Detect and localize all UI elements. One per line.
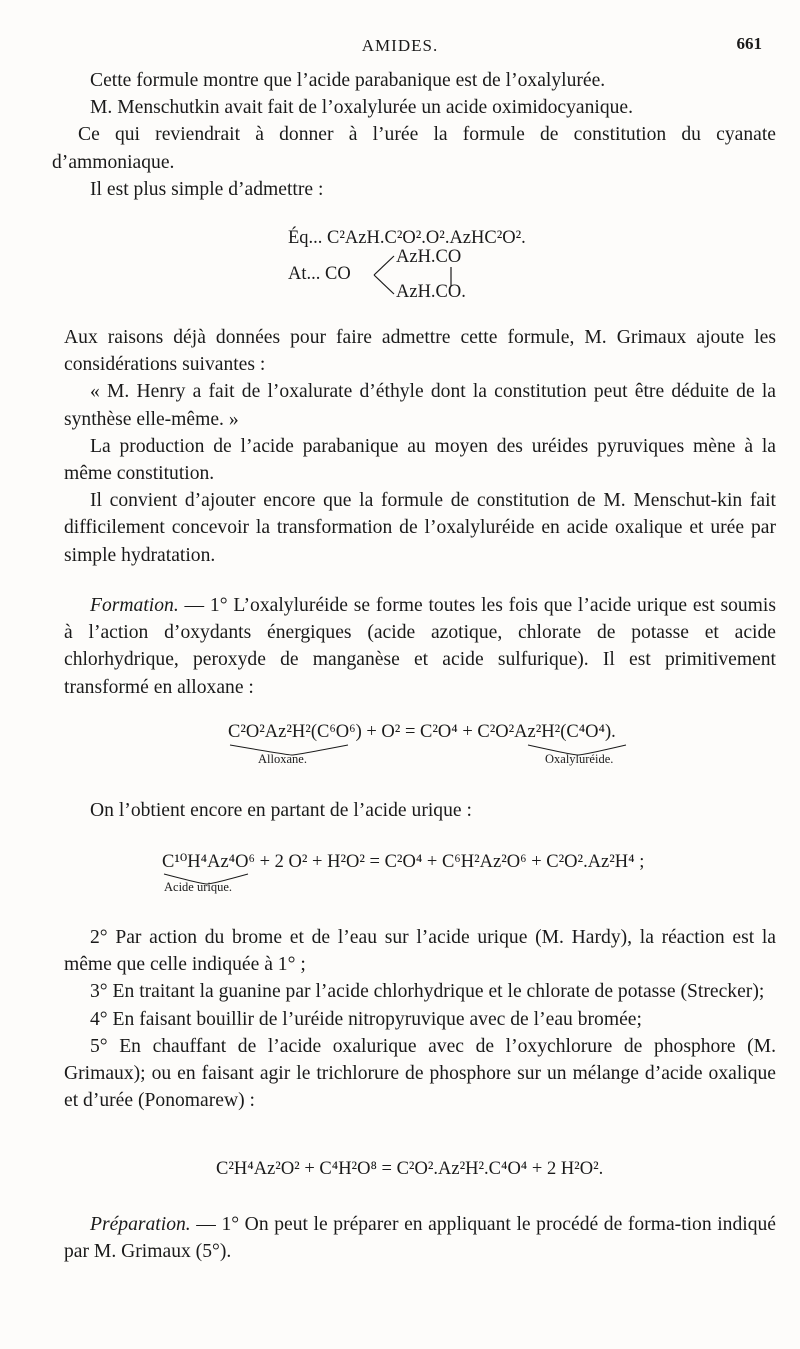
body-text-block-1 (52, 67, 776, 203)
label-oxalylureide: Oxalyluréide. (545, 752, 614, 766)
formation-text: — 1° L’oxalyluréide se forme toutes les fois que l’acide urique est soumis à l’action d’oxydants énergiques (acide azotique, chlorate de potasse et acide chlorhydrique, peroxyde de manganèse et acide sulfurique). Il est primitivement transformé en alloxane : (64, 595, 776, 698)
paragraph: Aux raisons déjà données pour faire admettre cette formule, M. Grimaux ajoute les considérations suivantes : (64, 327, 776, 376)
paragraph (64, 592, 776, 701)
numbered-items (64, 924, 776, 1114)
paragraph (64, 1211, 776, 1265)
preparation-heading: Préparation. (90, 1214, 191, 1235)
paragraph: La production de l’acide parabanique au moyen des uréides pyruviques mène à la même constitution. (64, 435, 776, 485)
preparation-text: — 1° On peut le préparer en appliquant le procédé de forma-tion indiqué par M. Grimaux (5°). (64, 1214, 776, 1263)
body-text-block-2 (64, 324, 776, 569)
label-alloxane: Alloxane. (258, 752, 307, 766)
paragraph: Il convient d’ajouter encore que la formule de constitution de M. Menschut-kin fait difficilement concevoir la transformation de l’oxalyluréide en acide oxalique et urée par simple hydratation. (64, 490, 776, 566)
list-item: 5° En chauffant de l’acide oxalurique avec de l’oxychlorure de phosphore (M. Grimaux); ou en faisant agir le trichlorure de phosphore sur un mélange d’acide oxalique et d’urée (Ponomarew) : (64, 1035, 776, 1112)
formula-equivalent: Éq... C²AzH.C²O².O².AzHC²O². (288, 228, 526, 248)
page-number: 661 (736, 34, 762, 53)
equation-ponomarew: C²H⁴Az²O² + C⁴H²O⁸ = C²O².Az²H².C⁴O⁴ + 2 H²O². (216, 1159, 604, 1179)
preparation-section (64, 1211, 776, 1265)
paragraph: Ce qui reviendrait à donner à l’urée la formule de constitution du cyanate d’ammoniaque. (52, 124, 776, 173)
body-text-block-3 (64, 797, 776, 824)
paragraph: On l’obtient encore en partant de l’acide urique : (90, 800, 472, 821)
paragraph: Cette formule montre que l’acide parabanique est de l’oxalylurée. (90, 70, 606, 91)
formation-heading: Formation. (90, 595, 179, 616)
paragraph: « M. Henry a fait de l’oxalurate d’éthyle dont la constitution peut être déduite de la synthèse elle-même. » (64, 381, 776, 430)
equation-alloxane: C²O²Az²H²(C⁶O⁶) + O² = C²O⁴ + C²O²Az²H²(C⁴O⁴). (228, 722, 616, 742)
running-header: AMIDES. (361, 36, 439, 55)
equation-uric-acid: C¹⁰H⁴Az⁴O⁶ + 2 O² + H²O² = C²O⁴ + C⁶H²Az²O⁶ + C²O².Az²H⁴ ; (162, 852, 645, 872)
list-item: 2° Par action du brome et de l’eau sur l’acide urique (M. Hardy), la réaction est la même que celle indiquée à 1° ; (64, 927, 776, 976)
formula-atomic-prefix: At... CO (288, 264, 351, 284)
formation-section (64, 592, 776, 701)
label-uric-acid: Acide urique. (164, 880, 233, 894)
list-item: 4° En faisant bouillir de l’uréide nitropyruvique avec de l’eau bromée; (90, 1008, 642, 1030)
list-item: 3° En traitant la guanine par l’acide chlorhydrique et le chlorate de potasse (Strecker); (90, 981, 765, 1003)
paragraph: M. Menschutkin avait fait de l’oxalylurée un acide oximidocyanique. (90, 97, 634, 119)
formula-atomic-top: AzH.CO (396, 247, 462, 267)
paragraph: Il est plus simple d’admettre : (90, 178, 324, 200)
formula-atomic-bottom: AzH.CO. (396, 282, 466, 302)
